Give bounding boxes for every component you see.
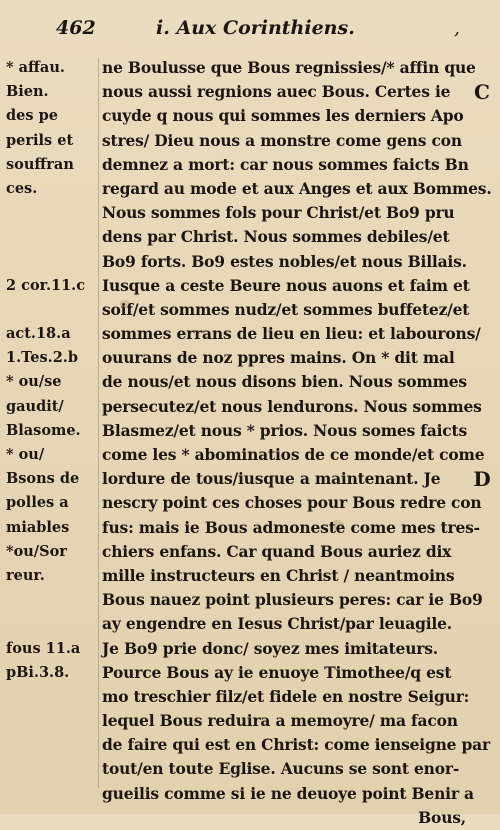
text-line: lordure de tous/iusque a maintenant. Je — [102, 469, 441, 489]
corner-mark: , — [454, 17, 461, 39]
margin-note — [6, 757, 102, 781]
margin-note — [6, 298, 102, 322]
section-letter — [468, 104, 496, 128]
text-line: come les * abominatios de ce monde/et come — [102, 445, 485, 464]
margin-note: des pe — [6, 107, 58, 125]
section-letter — [468, 346, 496, 370]
section-letter — [468, 225, 496, 249]
text-line: Bo9 forts. Bo9 estes nobles/et nous Billais. — [102, 251, 467, 271]
text-line: sommes errans de lieu en lieu: et labourons/ — [102, 324, 481, 344]
text-line: persecutez/et nous lendurons. Nous sommes — [102, 396, 482, 416]
section-letter — [468, 250, 496, 274]
text-line: de faire qui est en Christ: come ienseigne par — [102, 735, 490, 755]
margin-note — [6, 201, 102, 225]
section-letter — [468, 322, 496, 346]
section-letter — [468, 129, 496, 153]
text-line: de nous/et nous disons bien. Nous sommes — [102, 372, 467, 392]
text-line: demnez a mort: car nous sommes faicts Bn — [102, 154, 469, 174]
body-text — [102, 56, 492, 830]
margin-note: ces. — [6, 179, 38, 197]
margin-note — [6, 225, 102, 249]
margin-note — [6, 588, 102, 612]
section-letter — [468, 395, 496, 419]
margin-note: * ou/ — [6, 446, 45, 463]
text-line: Je Bo9 prie donc/ soyez mes imitateurs. — [102, 638, 438, 658]
text-line: dens par Christ. Nous sommes debiles/et — [102, 227, 450, 247]
section-letter — [468, 56, 496, 80]
section-letter — [468, 201, 496, 225]
text-line: ne Boulusse que Bous regnissies/* affin que — [102, 58, 476, 77]
text-line: lequel Bous reduira a memoyre/ ma facon — [102, 711, 458, 731]
section-letter — [468, 443, 496, 467]
margin-note: polles a — [6, 494, 69, 512]
margin-note: reur. — [6, 566, 45, 584]
margin-note: pBi.3.8. — [6, 663, 70, 681]
text-line: fus: mais ie Bous admoneste come mes tres- — [102, 517, 480, 537]
section-letter — [468, 153, 496, 177]
text-line: tout/en toute Eglise. Aucuns se sont enor- — [102, 759, 460, 779]
text-line: Blasmez/et nous * prios. Nous somes faicts — [102, 420, 468, 440]
margin-note: Blasome. — [6, 421, 81, 439]
text-line: nous aussi regnions auec Bous. Certes ie — [102, 82, 451, 102]
margin-note: souffran — [6, 155, 74, 173]
section-letter: C — [474, 80, 490, 105]
margin-notes — [6, 56, 102, 806]
margin-note — [6, 685, 102, 709]
margin-note — [6, 612, 102, 636]
margin-note: * ou/se — [6, 373, 62, 391]
text-line: regard au mode et aux Anges et aux Bommes. — [102, 178, 492, 198]
margin-note: gaudit/ — [6, 397, 64, 415]
margin-note: miables — [6, 518, 70, 536]
right-margin-letters — [468, 56, 496, 491]
text-line: chiers enfans. Car quand Bous auriez dix — [102, 541, 452, 561]
text-line: Nous sommes fols pour Christ/et Bo9 pru — [102, 203, 455, 223]
text-line: ouurans de noz ppres mains. On * dit mal — [102, 348, 455, 368]
section-letter — [468, 177, 496, 201]
text-line: soif/et sommes nudz/et sommes buffetez/et — [102, 299, 470, 319]
text-line: nescry point ces choses pour Bous redre con — [102, 493, 482, 513]
text-line: mille instructeurs en Christ / neantmoins — [102, 565, 455, 585]
margin-note: Bien. — [6, 83, 49, 101]
margin-note — [6, 782, 102, 806]
margin-note: 2 cor.11.c — [6, 276, 86, 294]
margin-note: fous 11.a — [6, 639, 81, 657]
margin-note: Bsons de — [6, 470, 80, 488]
section-letter — [468, 370, 496, 394]
text-line: Bous nauez point plusieurs peres: car ie Bo9 — [102, 590, 483, 610]
page-header — [56, 14, 476, 42]
margin-note: *ou/Sor — [6, 542, 67, 560]
margin-note — [6, 733, 102, 757]
folio-number: 462 — [56, 17, 96, 39]
margin-note — [6, 709, 102, 733]
margin-note: perils et — [6, 131, 74, 149]
text-line: stres/ Dieu nous a monstre come gens con — [102, 130, 462, 150]
running-title: i. Aux Corinthiens. — [156, 17, 355, 39]
text-line: Iusque a ceste Beure nous auons et faim et — [102, 275, 470, 295]
text-line: Pource Bous ay ie enuoye Timothee/q est — [102, 662, 452, 682]
margin-note — [6, 250, 102, 274]
text-line: mo treschier filz/et fidele en nostre Seigur: — [102, 686, 470, 706]
section-letter — [468, 274, 496, 298]
section-letter — [468, 419, 496, 443]
margin-note: act.18.a — [6, 325, 71, 343]
text-line: cuyde q nous qui sommes les derniers Apo — [102, 106, 464, 126]
text-line: gueilis comme si ie ne deuoye point Benir a — [102, 783, 474, 803]
margin-note: * affau. — [6, 59, 65, 76]
text-line: ay engendre en Iesus Christ/par leuagile. — [102, 614, 452, 634]
section-letter — [468, 298, 496, 322]
text-line: Bous, — [418, 807, 466, 827]
section-letter: D — [473, 467, 491, 492]
margin-note: 1.Tes.2.b — [6, 349, 78, 367]
